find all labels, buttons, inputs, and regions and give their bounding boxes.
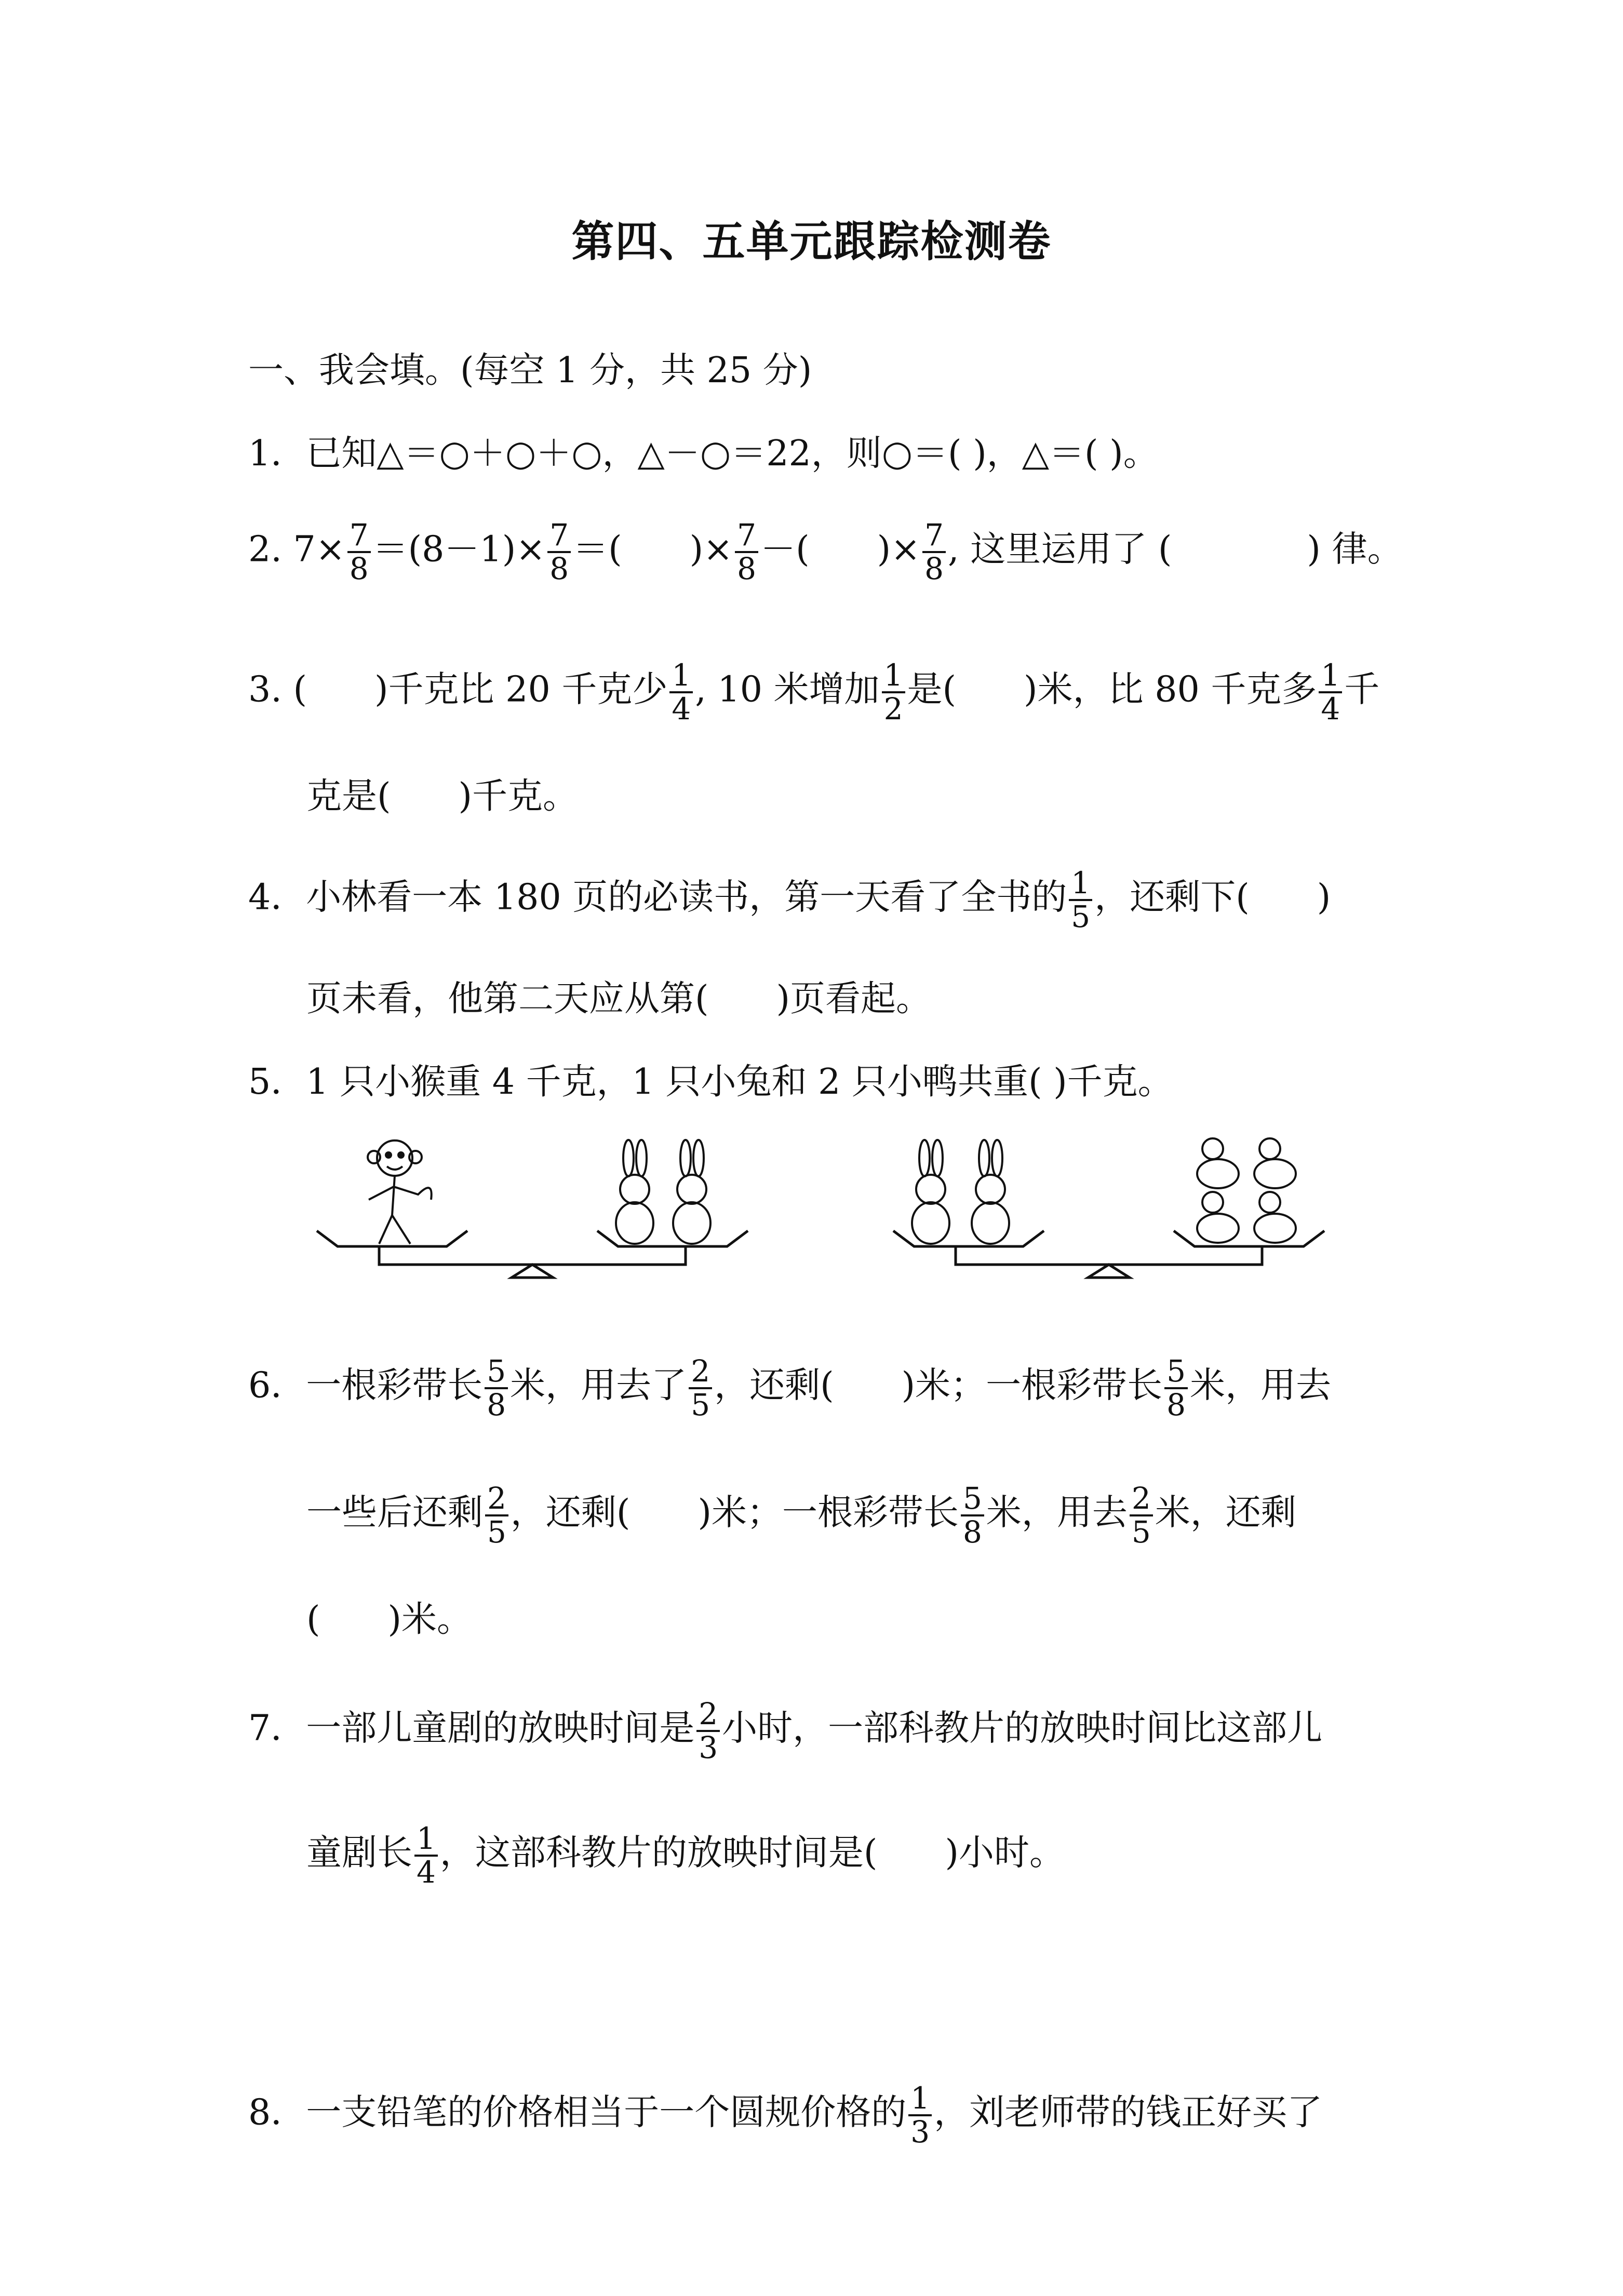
fraction: $\frac{2}{5}$	[689, 1355, 712, 1421]
duck-icon	[1254, 1138, 1296, 1188]
fraction: $\frac{2}{5}$	[485, 1483, 508, 1548]
fraction: $\frac{1}{4}$	[1319, 660, 1342, 725]
question-4: 4．小林看一本 180 页的必读书，第一天看了全书的 $\frac{1}{5}$ ，还剩下( )	[248, 865, 1331, 934]
scale-pan-right-b	[1174, 1231, 1324, 1246]
fraction: $\frac{5}{8}$	[485, 1355, 508, 1421]
scale-pan-left-b	[597, 1231, 748, 1246]
question-7-line-2: 童剧长 $\frac{1}{4}$ ，这部科教片的放映时间是( )小时。	[306, 1821, 1065, 1890]
balance-scale-illustration	[306, 1137, 1335, 1309]
rabbit-icon	[616, 1140, 653, 1244]
scale-pan-left-a	[317, 1231, 467, 1246]
fraction: $\frac{1}{4}$	[414, 1823, 438, 1888]
question-7: 7．一部儿童剧的放映时间是 $\frac{2}{3}$ 小时，一部科教片的放映时间比这部儿	[248, 1696, 1323, 1765]
monkey-icon	[368, 1140, 432, 1244]
fraction: $\frac{1}{4}$	[669, 660, 693, 725]
question-4-line-2: 页未看，他第二天应从第( )页看起。	[306, 978, 932, 1019]
section-heading: 一、我会填。(每空 1 分，共 25 分)	[248, 350, 812, 391]
question-6: 6．一根彩带长 $\frac{5}{8}$ 米，用去了 $\frac{2}{5}$ ，还剩( )米；一根彩带长 $\frac{5}{8}$ 米，用去	[248, 1353, 1332, 1422]
fraction: $\frac{5}{8}$	[1164, 1355, 1188, 1421]
scale-fulcrum-b	[1088, 1265, 1130, 1278]
question-5: 5．1 只小猴重 4 千克，1 只小兔和 2 只小鸭共重( )千克。	[248, 1062, 1173, 1103]
question-8: 8．一支铅笔的价格相当于一个圆规价格的 $\frac{1}{3}$ ，刘老师带的钱正好买了	[248, 2080, 1323, 2150]
rabbit-icon	[912, 1140, 949, 1244]
question-3-line-2: 克是( )千克。	[306, 776, 579, 817]
scale-pan-right-a	[893, 1231, 1044, 1246]
page-title: 第四、五单元跟踪检测卷	[571, 217, 1052, 266]
fraction: $\frac{7}{8}$	[735, 519, 758, 585]
question-1: 1．已知△＝○＋○＋○，△－○＝22，则○＝( )，△＝( )。	[248, 433, 1159, 474]
rabbit-icon	[972, 1140, 1009, 1244]
fraction: $\frac{1}{2}$	[882, 660, 905, 725]
fraction: $\frac{2}{3}$	[696, 1698, 720, 1764]
question-2: 2. 7× $\frac{7}{8}$ ＝(8－1)× $\frac{7}{8}$ ＝( )× $\frac{7}{8}$ －( )× $\frac{7}{8}$ , 这里运用了 ( ) 律。	[248, 517, 1403, 586]
duck-icon	[1197, 1192, 1239, 1243]
fraction: $\frac{1}{5}$	[1069, 867, 1092, 933]
duck-icon	[1254, 1192, 1296, 1243]
fraction: $\frac{7}{8}$	[347, 519, 371, 585]
fraction: $\frac{1}{3}$	[908, 2083, 932, 2148]
fraction: $\frac{7}{8}$	[922, 519, 946, 585]
scale-beam-b	[956, 1246, 1262, 1265]
duck-icon	[1197, 1138, 1239, 1188]
question-6-line-2: 一些后还剩 $\frac{2}{5}$ ，还剩( )米；一根彩带长 $\frac{5}{8}$ 米，用去 $\frac{2}{5}$ 米，还剩	[306, 1481, 1296, 1550]
scale-beam-a	[379, 1246, 686, 1265]
rabbit-icon	[673, 1140, 710, 1244]
fraction: $\frac{5}{8}$	[961, 1483, 984, 1548]
fraction: $\frac{7}{8}$	[547, 519, 571, 585]
scale-fulcrum-a	[512, 1265, 553, 1278]
fraction: $\frac{2}{5}$	[1130, 1483, 1153, 1548]
question-6-line-3: ( )米。	[306, 1599, 473, 1640]
question-3: 3. ( )千克比 20 千克少 $\frac{1}{4}$ , 10 米增加 $\frac{1}{2}$ 是( )米，比 80 千克多 $\frac{1}{4}$ 千	[248, 657, 1380, 727]
